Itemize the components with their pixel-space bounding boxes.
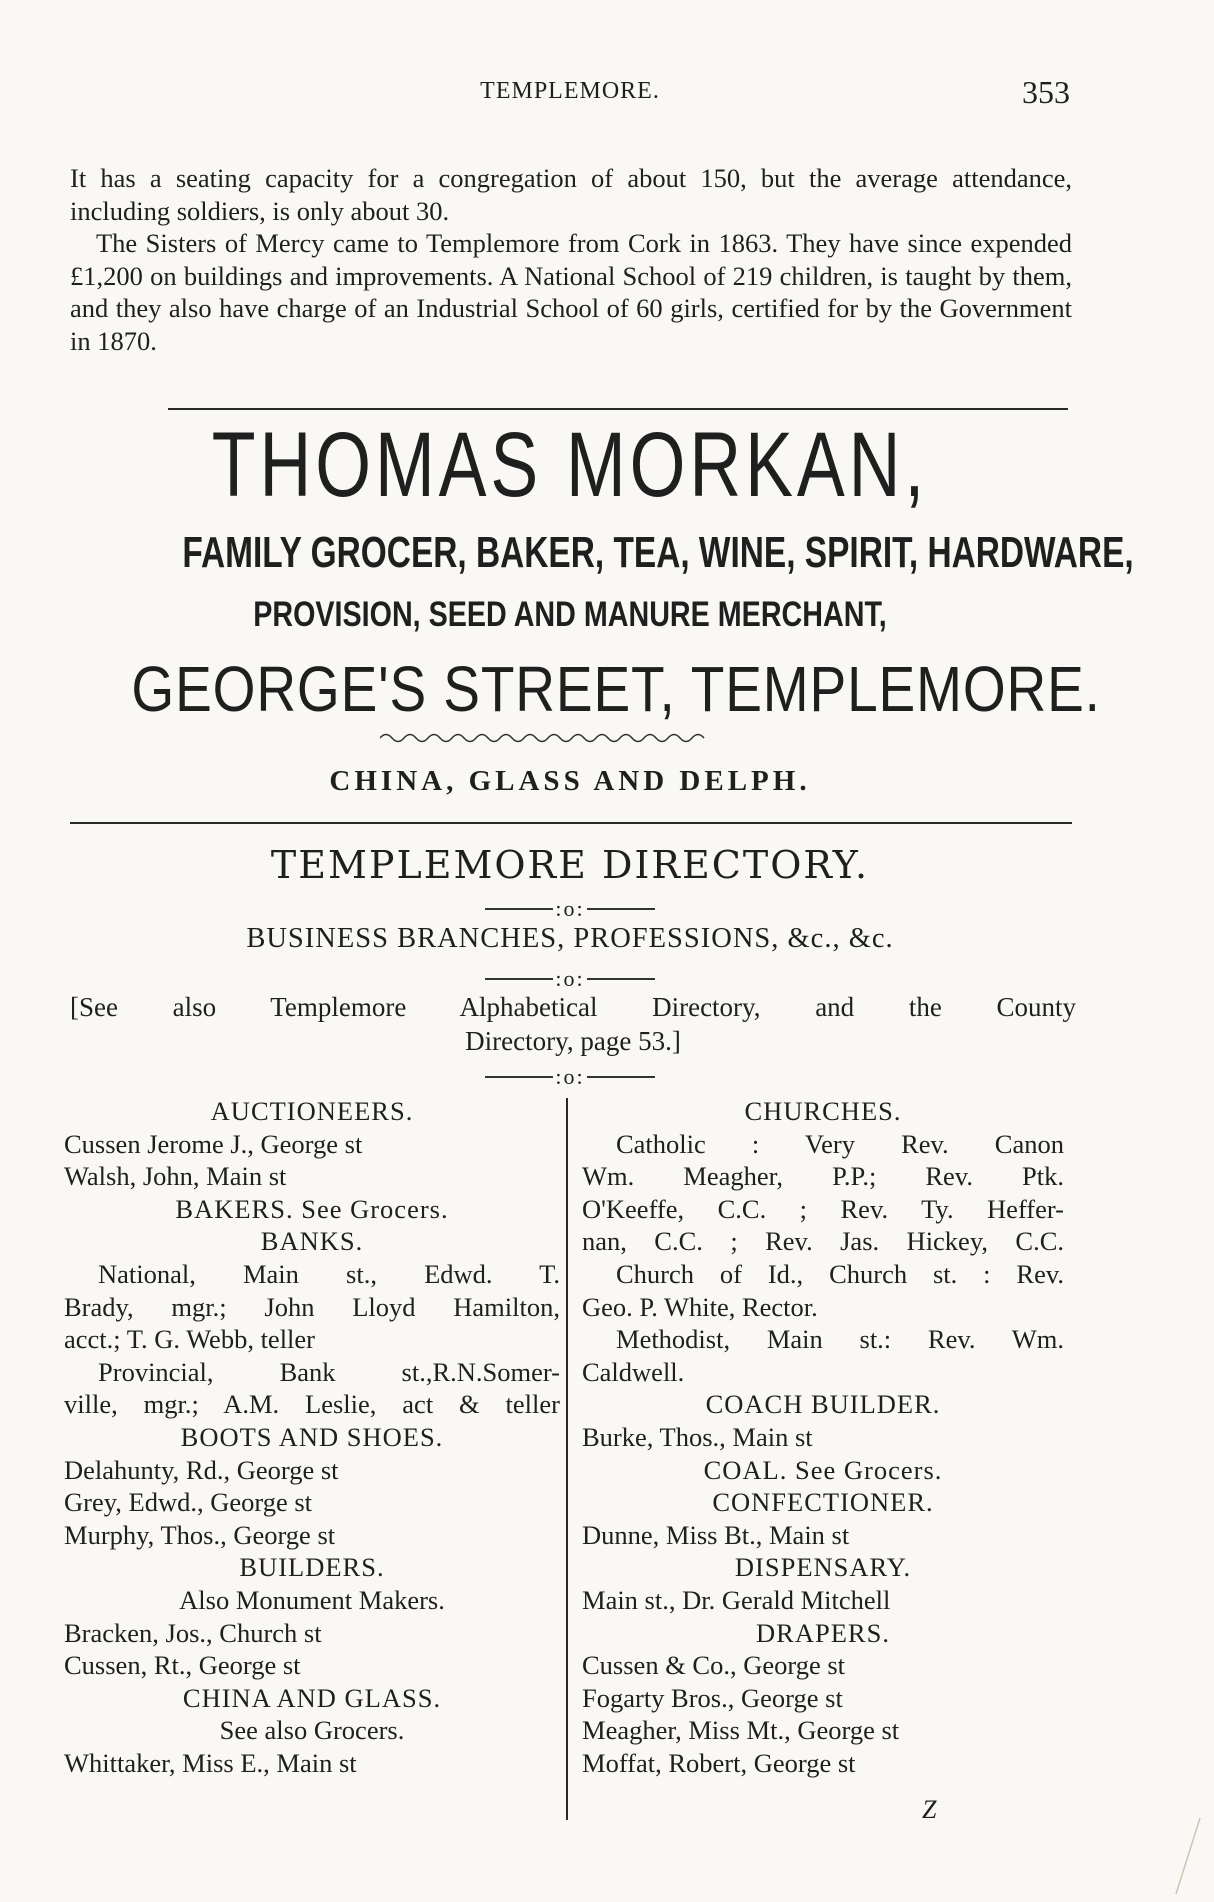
signature-mark: Z [922, 1795, 937, 1824]
directory-entry: Cussen Jerome J., George st [64, 1128, 363, 1159]
section-heading: CHINA AND GLASS. [182, 1682, 442, 1713]
section-heading: COAL. See Grocers. [703, 1454, 943, 1485]
directory-entry: Meagher, Miss Mt., George st [582, 1715, 900, 1746]
section-heading: CONFECTIONER. [712, 1487, 934, 1518]
directory-entry: Delahunty, Rd., George st [64, 1454, 339, 1485]
directory-entry: Main st., Dr. Gerald Mitchell [582, 1584, 891, 1615]
running-title: TEMPLEMORE. [480, 78, 660, 104]
advertiser-trades: FAMILY GROCER, BAKER, TEA, WINE, SPIRIT, HARDWARE, [182, 528, 1134, 577]
section-heading: AUCTIONEERS. [210, 1096, 414, 1126]
directory-entry: Whittaker, Miss E., Main st [64, 1747, 357, 1778]
directory-entry: Cussen & Co., George st [582, 1650, 846, 1681]
advertiser-provision: PROVISION, SEED AND MANURE MERCHANT, [253, 595, 887, 634]
directory-entry: Provincial, Bank st.,R.N.Somer- [98, 1356, 560, 1387]
directory-entry: Walsh, John, Main st [64, 1161, 287, 1192]
separator: :o: [70, 966, 1070, 990]
column-divider [566, 1098, 568, 1820]
directory-entry: Methodist, Main st.: Rev. Wm. [616, 1324, 1064, 1355]
intro-paragraph: The Sisters of Mercy came to Templemore from Cork in 1863. They have since expended £1,200 on buildings and improvements. A National School of 219 children, is taught by them, and they also have charge of an Industrial School of 60 girls, certified for by the Government in 1870. [70, 228, 1072, 356]
directory-note [70, 990, 1076, 1058]
section-heading: BUILDERS. [239, 1552, 385, 1583]
intro-text [70, 162, 1072, 357]
note-line: Directory, page 53.] [465, 1026, 681, 1056]
pencil-mark [1172, 1816, 1202, 1896]
directory-entry: Grey, Edwd., George st [64, 1487, 313, 1518]
directory-title: TEMPLEMORE DIRECTORY. [270, 843, 870, 887]
separator: :o: [70, 896, 1070, 920]
section-heading: CHURCHES. [744, 1096, 902, 1126]
running-header [70, 74, 1070, 118]
wavy-ornament [380, 731, 710, 745]
directory-subtitle: BUSINESS BRANCHES, PROFESSIONS, &c., &c. [246, 923, 894, 954]
directory-entry: See also Grocers. [219, 1715, 405, 1746]
section-heading: BAKERS. See Grocers. [175, 1193, 449, 1224]
directory-left-column [64, 1095, 560, 1779]
divider-rule [70, 822, 1072, 824]
section-heading: BANKS. [260, 1226, 364, 1257]
page-number: 353 [1022, 74, 1070, 110]
directory-entry: Caldwell. [582, 1356, 685, 1387]
directory-entry: Catholic : Very Rev. Canon [616, 1128, 1064, 1159]
directory-entry: O'Keeffe, C.C. ; Rev. Ty. Heffer- [582, 1193, 1064, 1224]
advertiser-address: GEORGE'S STREET, TEMPLEMORE. [131, 653, 1101, 725]
directory-entry: Geo. P. White, Rector. [582, 1291, 818, 1322]
separator: :o: [70, 1064, 1070, 1088]
directory-entry: Dunne, Miss Bt., Main st [582, 1519, 850, 1550]
section-heading: DISPENSARY. [734, 1552, 912, 1583]
directory-entry: Church of Id., Church st. : Rev. [616, 1258, 1064, 1289]
directory-entry: acct.; T. G. Webb, teller [64, 1324, 315, 1355]
directory-entry: Wm. Meagher, P.P.; Rev. Ptk. [582, 1161, 1064, 1192]
directory-entry: ville, mgr.; A.M. Leslie, act & teller [64, 1389, 560, 1420]
directory-entry: Fogarty Bros., George st [582, 1682, 843, 1713]
directory-entry: Burke, Thos., Main st [582, 1421, 813, 1452]
directory-entry: nan, C.C. ; Rev. Jas. Hickey, C.C. [582, 1226, 1064, 1257]
divider-rule [168, 408, 1068, 410]
directory-entry: Bracken, Jos., Church st [64, 1617, 322, 1648]
section-heading: BOOTS AND SHOES. [180, 1421, 444, 1452]
advertiser-name: THOMAS MORKAN, [211, 414, 929, 516]
directory-entry: Moffat, Robert, George st [582, 1747, 856, 1778]
advertiser-goods: CHINA, GLASS AND DELPH. [329, 765, 811, 797]
directory-right-column [582, 1095, 1064, 1779]
directory-entry: Cussen, Rt., George st [64, 1650, 301, 1681]
directory-entry: National, Main st., Edwd. T. [98, 1258, 560, 1289]
directory-entry: Also Monument Makers. [179, 1584, 445, 1615]
note-line: [See also Templemore Alphabetical Directory, and the County [70, 992, 1076, 1022]
directory-entry: Brady, mgr.; John Lloyd Hamilton, [64, 1291, 560, 1322]
directory-entry: Murphy, Thos., George st [64, 1519, 336, 1550]
intro-paragraph: It has a seating capacity for a congregation of about 150, but the average attendance, including soldiers, is only about 30. [70, 163, 1072, 226]
section-heading: COACH BUILDER. [705, 1389, 941, 1420]
section-heading: DRAPERS. [756, 1617, 890, 1648]
